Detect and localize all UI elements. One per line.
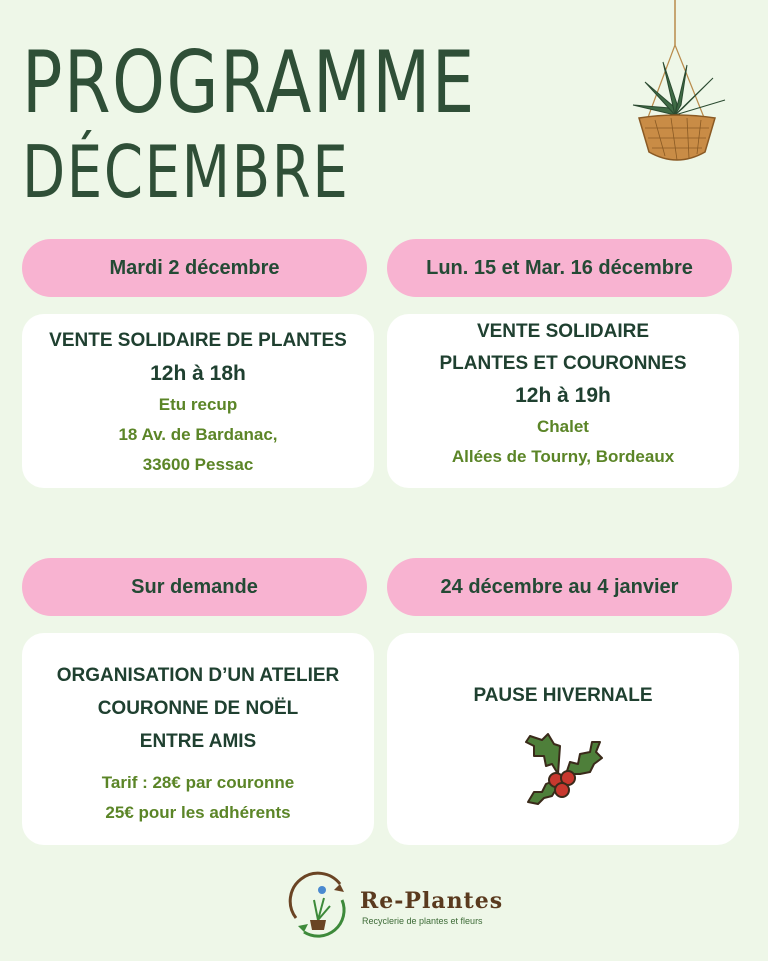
event-date: Mardi 2 décembre xyxy=(109,256,280,279)
event-hours: 12h à 19h xyxy=(515,384,611,407)
event-date: Sur demande xyxy=(131,575,258,598)
event-city: 33600 Pessac xyxy=(142,455,254,474)
event-subtitle: PLANTES ET COURONNES xyxy=(439,353,687,374)
event-subtitle-2: ENTRE AMIS xyxy=(139,731,257,752)
event-date-pill xyxy=(387,558,732,616)
event-title: ORGANISATION D’UN ATELIER xyxy=(56,665,340,686)
event-date-pill xyxy=(387,239,732,297)
event-card xyxy=(22,633,374,845)
title-line-1: PROGRAMME xyxy=(22,33,476,133)
title-line-2: DÉCEMBRE xyxy=(22,130,350,214)
event-date: 24 décembre au 4 janvier xyxy=(440,575,679,598)
event-card xyxy=(22,314,374,488)
replantes-logo xyxy=(284,870,524,940)
event-date-pill xyxy=(22,558,367,616)
event-date-pill xyxy=(22,239,367,297)
event-title: PAUSE HIVERNALE xyxy=(473,685,653,706)
event-title: VENTE SOLIDAIRE DE PLANTES xyxy=(49,330,347,351)
event-card xyxy=(387,314,739,488)
event-venue: Chalet xyxy=(537,417,589,436)
event-date: Lun. 15 et Mar. 16 décembre xyxy=(426,256,693,279)
holly-icon xyxy=(520,730,606,810)
event-venue: Etu recup xyxy=(158,395,238,414)
logo-name: Re-Plantes xyxy=(360,888,504,914)
event-title: VENTE SOLIDAIRE xyxy=(476,321,650,342)
page-title xyxy=(22,33,476,214)
hanging-plant-icon xyxy=(625,0,735,170)
event-subtitle: COURONNE DE NOËL xyxy=(97,698,299,719)
event-hours: 12h à 18h xyxy=(150,362,246,385)
event-member-price: 25€ pour les adhérents xyxy=(105,803,291,822)
event-address: Allées de Tourny, Bordeaux xyxy=(451,447,675,466)
logo-tagline: Recyclerie de plantes et fleurs xyxy=(362,916,483,926)
event-price: Tarif : 28€ par couronne xyxy=(101,773,295,792)
event-card xyxy=(387,633,739,845)
replantes-logo-icon xyxy=(284,870,354,940)
event-address: 18 Av. de Bardanac, xyxy=(118,425,278,444)
